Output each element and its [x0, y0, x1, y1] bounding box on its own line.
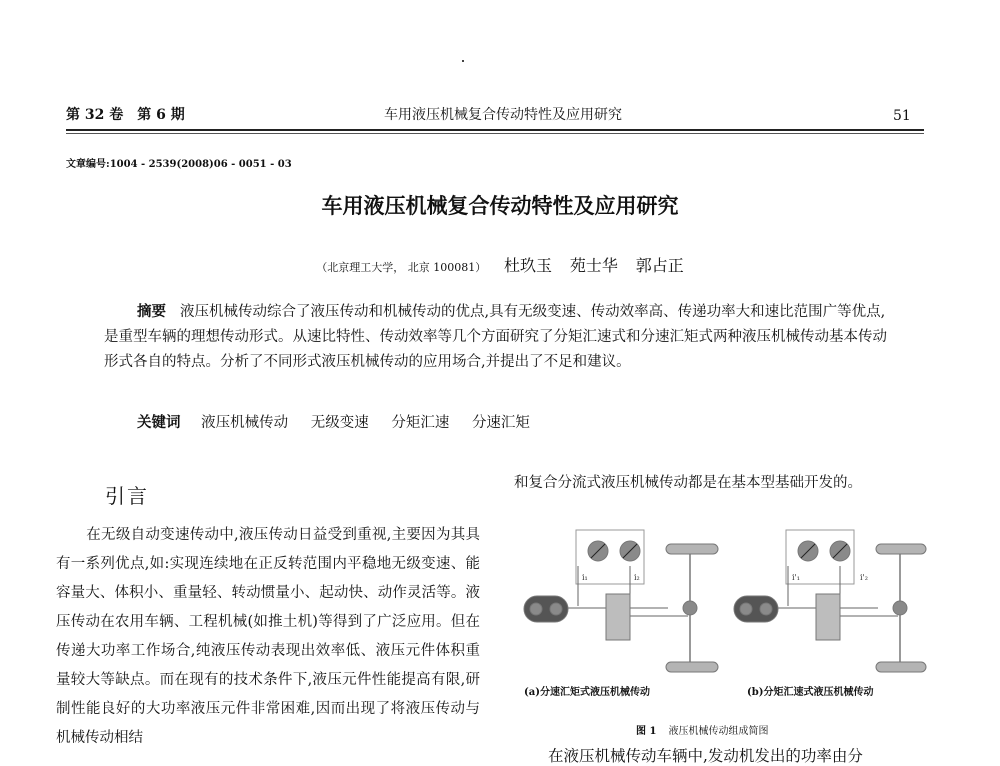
- keyword-item: 分矩汇速: [391, 415, 450, 431]
- differential-icon: [893, 601, 907, 615]
- keyword-item: 分速汇矩: [471, 415, 530, 431]
- keywords: [137, 411, 548, 432]
- keyword-item: 液压机械传动: [201, 415, 289, 431]
- article-id: 文章编号:1004 - 2539(2008)06 - 0051 - 03: [66, 159, 292, 170]
- engine-cylinder-icon: [530, 603, 542, 615]
- ratio-label: i'₁: [792, 573, 800, 582]
- keywords-label: 关键词: [137, 415, 181, 431]
- stray-mark: [462, 60, 464, 62]
- differential-icon: [683, 601, 697, 615]
- wheel-icon: [666, 662, 718, 672]
- engine-cylinder-icon: [760, 603, 772, 615]
- wheel-icon: [876, 662, 926, 672]
- wheel-icon: [876, 544, 926, 554]
- paper-title: 车用液压机械复合传动特性及应用研究: [321, 194, 679, 218]
- intro-paragraph-text: 在无级自动变速传动中,液压传动日益受到重视,主要因为其具有一系列优点,如:实现连续地在正反转范围内平稳地无级变速、能容量大、体积小、重量轻、转动惯量小、起动快、动作灵活等。液压传动在农用车辆、工程机械(如推土机)等得到了广泛应用。但在传递大功率工作场合,纯液压传动表现出效率低、液压元件体积重量较大等缺点。而在现有的技术条件下,液压元件性能提高有限,研制性能良好的大功率液压元件非常困难,因而出现了将液压传动与机械传动相结: [56, 527, 480, 746]
- wheel-icon: [666, 544, 718, 554]
- header-volume-issue: 第 32 卷 第 6 期: [66, 107, 185, 123]
- right-column-continuation: 和复合分流式液压机械传动都是在基本型基础开发的。: [514, 475, 862, 491]
- figure-1-diagram: [518, 520, 930, 680]
- figure-panel-a: [524, 530, 718, 672]
- author-1: 杜玖玉: [504, 256, 553, 275]
- abstract-text: 液压机械传动综合了液压传动和机械传动的优点,具有无级变速、传动效率高、传递功率大和速比范围广等优点,是重型车辆的理想传动形式。从速比特性、传动效率等几个方面研究了分矩汇速式和分速汇矩式两种液压机械传动基本传动形式各自的特点。分析了不同形式液压机械传动的应用场合,并提出了不足和建议。: [104, 304, 887, 370]
- figure-number: 图 1: [636, 726, 657, 737]
- planetary-gear-set: [606, 594, 630, 640]
- header-rule-thin: [66, 133, 924, 134]
- planetary-gear-set: [816, 594, 840, 640]
- header-running-title: 车用液压机械复合传动特性及应用研究: [384, 107, 622, 123]
- header-rule: [66, 129, 924, 131]
- author-3: 郭占正: [635, 256, 684, 275]
- author-line: [0, 253, 1000, 276]
- figure-caption: [636, 722, 768, 737]
- section-heading-intro: 引言: [105, 484, 149, 508]
- ratio-label: i'₂: [860, 573, 868, 582]
- figure-caption-text: 液压机械传动组成简图: [668, 726, 769, 737]
- author-2: 苑士华: [569, 256, 618, 275]
- keyword-item: 无级变速: [310, 415, 369, 431]
- figure-subcaption-a: (a)分速汇矩式液压机械传动: [524, 687, 650, 698]
- intro-paragraph: [56, 521, 480, 753]
- affiliation: （北京理工大学， 北京 100081）: [316, 261, 487, 274]
- figure-subcaption-b: (b)分矩汇速式液压机械传动: [747, 687, 874, 698]
- ratio-label: i₂: [634, 573, 640, 582]
- right-column-next-line: 在液压机械传动车辆中,发动机发出的功率由分: [548, 747, 863, 765]
- engine-cylinder-icon: [740, 603, 752, 615]
- ratio-label: i₁: [582, 573, 588, 582]
- abstract: [104, 300, 896, 375]
- header-page-number: 51: [893, 108, 911, 124]
- engine-cylinder-icon: [550, 603, 562, 615]
- figure-panel-b: [734, 530, 926, 672]
- abstract-label: 摘要: [137, 304, 166, 320]
